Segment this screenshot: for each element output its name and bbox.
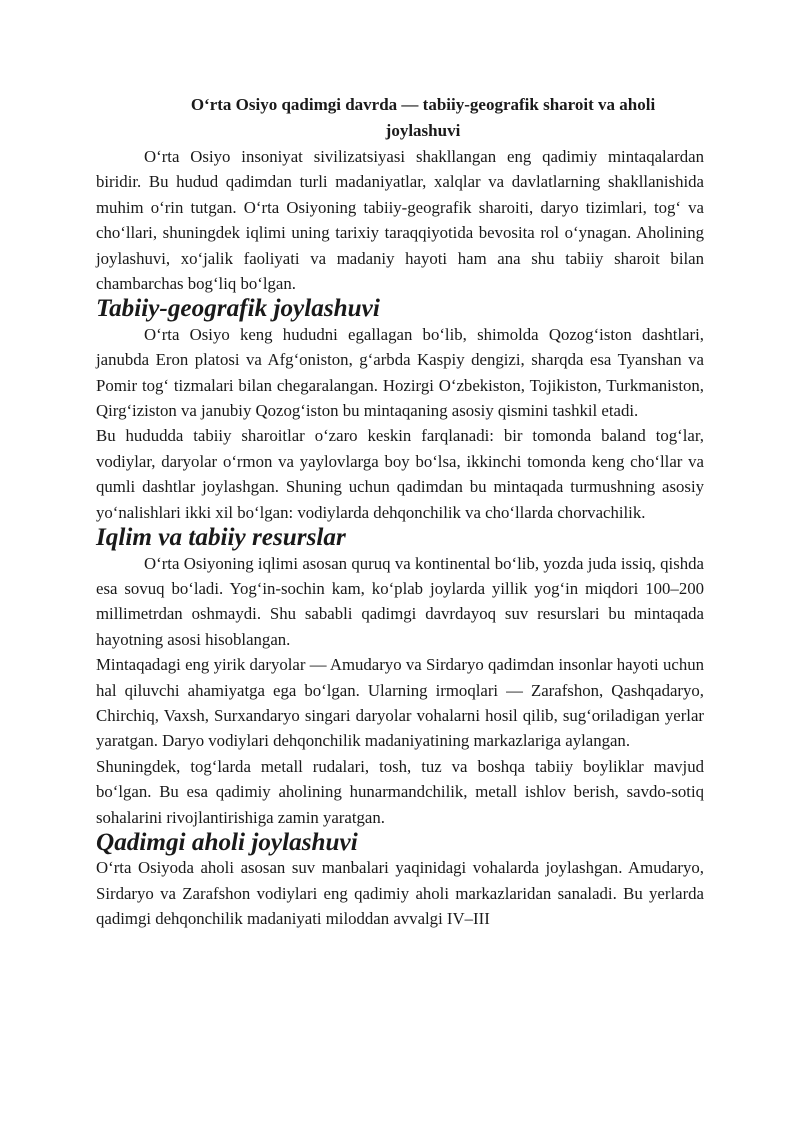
climate-paragraph-2: Mintaqadagi eng yirik daryolar — Amudaryo va Sirdaryo qadimdan insonlar hayoti uchun hal qiluvchi ahamiyatga ega bo‘lgan. Ularning irmoqlari — Zarafshon, Qashqadaryo, Chirchiq, Vaxsh, Surxandaryo singari daryolar vohalarni hosil qilib, sug‘oriladigan yerlar yaratgan. Daryo vodiylari dehqonchilik madaniyatining markazlariga aylangan. [96,655,704,751]
section-heading-population: Qadimgi aholi joylashuvi [96,828,358,856]
document-title: O‘rta Osiyo qadimgi davrda — tabiiy-geografik sharoit va aholi joylashuvi [190,95,656,140]
geography-paragraph-2: Bu hududda tabiiy sharoitlar o‘zaro keskin farqlanadi: bir tomonda baland tog‘lar, vodiylar, daryolar o‘rmon va yaylovlarga boy bo‘lsa, ikkinchi tomonda keng cho‘llar va qumli dashtlar joylashgan. Shuning uchun qadimdan bu mintaqada turmushning asosiy yo‘nalishlari ikki xil bo‘lgan: vodiylarda dehqonchilik va cho‘llarda chorvachilik. [96,426,704,522]
geography-paragraph-1: O‘rta Osiyo keng hududni egallagan bo‘lib, shimolda Qozog‘iston dashtlari, janubda Eron platosi va Afg‘oniston, g‘arbda Kaspiy dengizi, sharqda esa Tyanshan va Pomir tog‘ tizmalari bilan chegaralangan. Hozirgi O‘zbekiston, Tojikiston, Turkmaniston, Qirg‘iziston va janubiy Qozog‘iston bu mintaqaning asosiy qismini tashkil etadi. [96,324,704,421]
section-heading-climate: Iqlim va tabiiy resurslar [96,524,346,552]
document-page [96,92,704,932]
intro-paragraph: O‘rta Osiyo insoniyat sivilizatsiyasi shakllangan eng qadimiy mintaqalardan biridir. Bu hudud qadimdan turli madaniyatlar, xalqlar va davlatlarning shakllanishida muhim o‘rin tutgan. O‘rta Osiyoning tabiiy-geografik sharoiti, daryo tizimlari, tog‘ va cho‘llari, shuningdek iqlimi uning tarixiy taraqqiyotida bevosita rol o‘ynagan. Aholining joylashuvi, xo‘jalik faoliyati va madaniy hayoti ham ana shu tabiiy sharoit bilan chambarchas bog‘liq bo‘lgan. [96,147,704,294]
climate-paragraph-1: O‘rta Osiyoning iqlimi asosan quruq va kontinental bo‘lib, yozda juda issiq, qishda esa sovuq bo‘ladi. Yog‘in-sochin kam, ko‘plab joylarda yillik yog‘in miqdori 100–200 millimetrdan oshmaydi. Shu sababli qadimgi davrdayoq suv resurslari bu mintaqada hayotning asosi hisoblangan. [96,553,704,649]
climate-paragraph-3: Shuningdek, tog‘larda metall rudalari, tosh, tuz va boshqa tabiiy boyliklar mavjud bo‘lgan. Bu esa qadimiy aholining hunarmandchilik, metall ishlov berish, savdo-sotiq sohalarini rivojlantirishiga zamin yaratgan. [96,756,704,827]
population-paragraph-1: O‘rta Osiyoda aholi asosan suv manbalari yaqinidagi vohalarda joylashgan. Amudaryo, Sirdaryo va Zarafshon vodiylari eng qadimiy aholi markazlaridan sanaladi. Bu yerlarda qadimgi dehqonchilik madaniyati miloddan avvalgi IV–III [96,858,704,929]
section-heading-geography: Tabiiy-geografik joylashuvi [96,295,380,323]
